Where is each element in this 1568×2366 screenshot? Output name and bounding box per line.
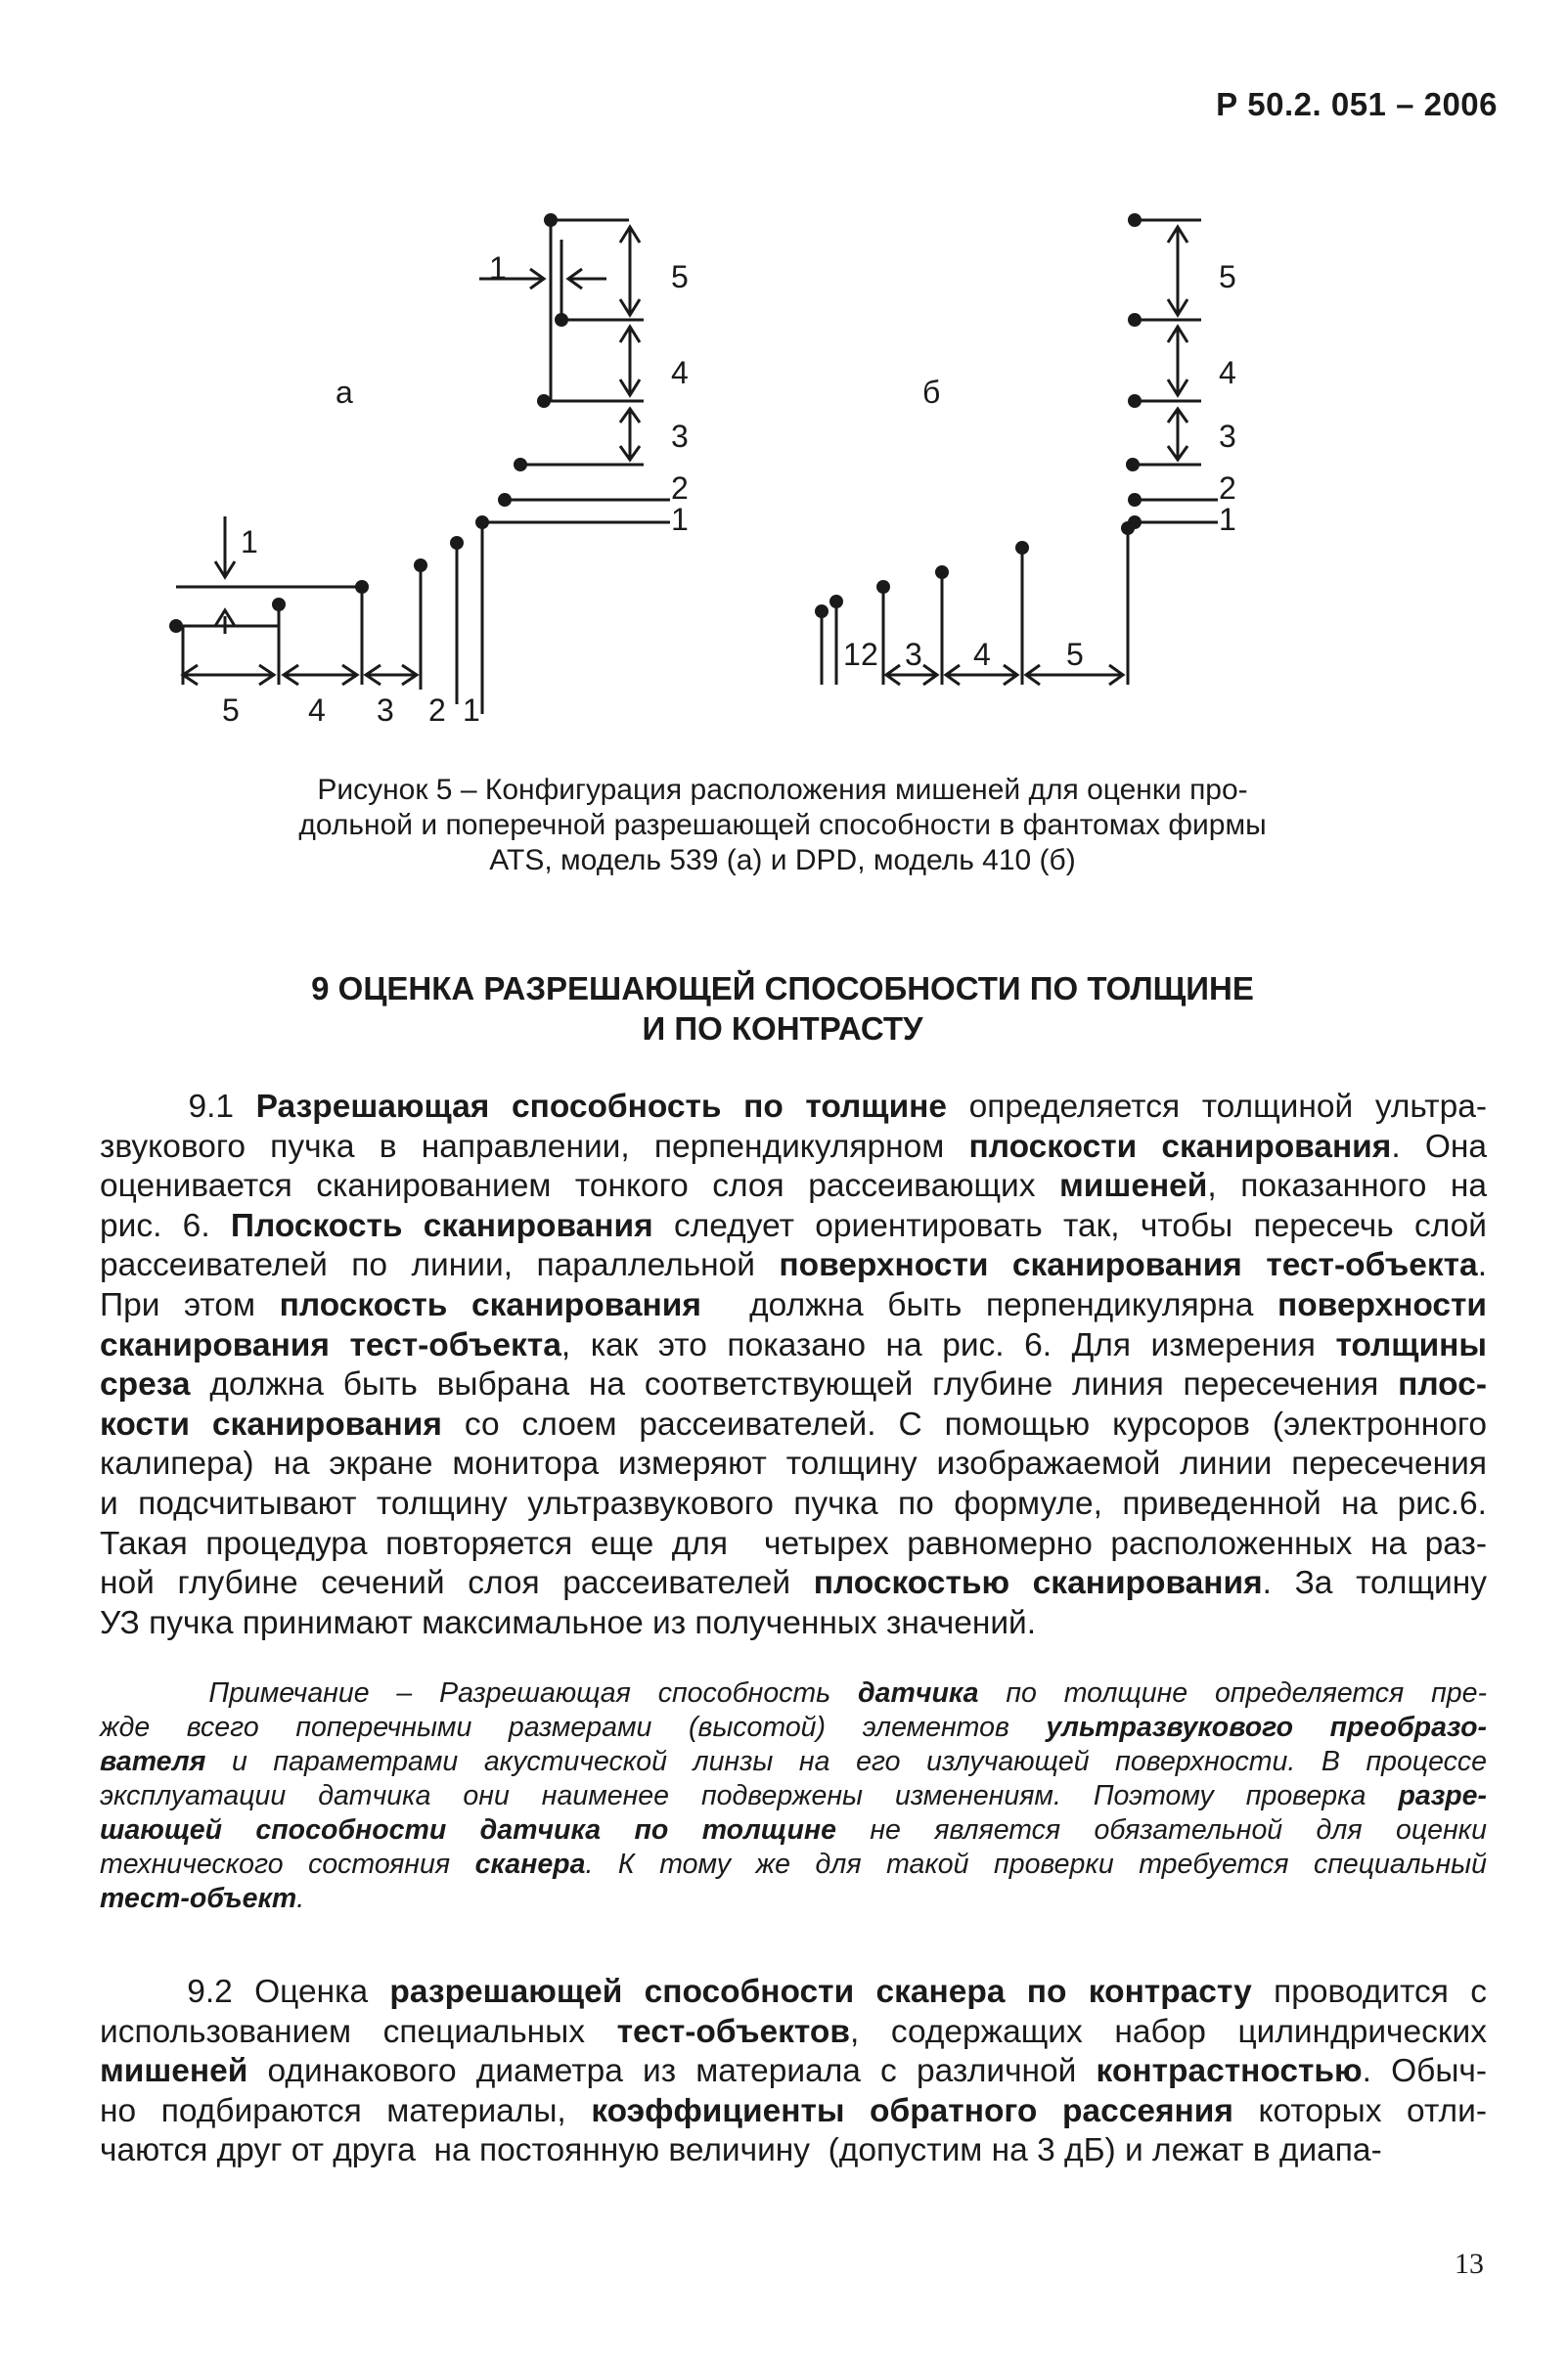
emphasized-term: плоскости сканирования [968,1128,1392,1165]
text-segment: . Обыч- [1362,2053,1487,2090]
text-line [100,1676,1487,1711]
panel-b-label-2: 2 [1219,470,1236,506]
text-line [100,2013,1487,2053]
panel-b-bottom-label-1: 1 [843,637,861,672]
panel-b-letter: б [922,375,941,410]
emphasized-term: разрешающей способности сканера по контрасту [389,1974,1252,2010]
panel-b-bottom-label-5: 5 [1066,637,1084,672]
panel-a-label-5: 5 [671,259,689,294]
emphasized-term: контрастностью [1096,2053,1363,2090]
panel-b-label-4: 4 [1219,355,1236,390]
text-segment: 9.2 Оценка [100,1974,390,2010]
text-segment: калипера) на экране монитора измеряют толщину изображаемой линии пересечения [100,1446,1487,1483]
emphasized-term: шающей способности датчика по толщине [100,1814,836,1846]
panel-b-label-5: 5 [1219,259,1236,294]
text-line [100,1604,1487,1644]
text-line [100,2092,1487,2132]
emphasized-term: кости сканирования [100,1406,442,1443]
emphasized-term: мишеней [100,2053,248,2090]
text-segment: , как это показано на рис. 6. Для измерения [560,1326,1336,1363]
panel-a-top-arrow-label: 1 [489,250,507,286]
page-number: 13 [1455,2248,1484,2280]
panel-b-label-1: 1 [1219,502,1236,537]
text-line [100,1779,1487,1813]
text-segment: должна быть выбрана на соответствующей глубине линия пересечения [190,1366,1399,1404]
text-segment: При этом [100,1286,280,1323]
text-segment: ной глубине сечений слоя рассеивателей [100,1565,814,1602]
panel-a-label-3: 3 [671,419,689,454]
emphasized-term: Разрешающая способность по толщине [255,1089,948,1125]
text-segment: рассеивателей по линии, параллельной [100,1247,780,1284]
emphasized-term: плоскостью сканирования [813,1565,1263,1602]
text-line [100,1128,1487,1168]
figure-caption-line: ATS, модель 539 (а) и DPD, модель 410 (б) [489,844,1076,876]
text-segment: . За толщину [1262,1565,1487,1602]
section-heading-line2: И ПО КОНТРАСТУ [642,1010,923,1047]
emphasized-term: среза [100,1366,191,1404]
panel-b-bottom-label-2: 2 [861,637,878,672]
emphasized-term: Плоскость сканирования [230,1207,653,1244]
text-segment: оценивается сканированием тонкого слоя рассеивающих [100,1168,1060,1205]
text-line [100,1973,1487,2013]
text-segment: следует ориентировать так, чтобы пересечь слой [652,1207,1487,1244]
text-segment: звукового пучка в направлении, перпендикулярном [100,1128,969,1165]
text-line [100,1326,1487,1366]
text-segment: и параметрами акустической линзы на его излучающей поверхности. В процессе [205,1746,1487,1777]
text-line [100,1365,1487,1406]
text-segment: , показанного на [1207,1168,1487,1205]
text-segment: . К тому же для такой проверки требуется специальный [585,1849,1487,1880]
text-segment: не является обязательной для оценки [835,1814,1487,1846]
text-line [100,1246,1487,1286]
figure-caption-line: Рисунок 5 – Конфигурация расположения мишеней для оценки про- [317,774,1248,806]
text-line [100,1167,1487,1207]
panel-a-bottom-label-2: 2 [428,692,446,728]
emphasized-term: поверхности сканирования тест-объекта [779,1247,1478,1284]
text-segment: но подбираются материалы, [100,2092,592,2129]
panel-b-bottom-label-3: 3 [905,637,922,672]
text-segment: должна быть перпендикулярна [700,1286,1277,1323]
panel-a-bottom-label-1: 1 [463,692,480,728]
emphasized-term: ультразвукового преобразо- [1046,1712,1488,1743]
text-segment: одинакового диаметра из материала с различной [247,2053,1097,2090]
document-code: Р 50.2. 051 – 2006 [1216,86,1498,122]
text-line [100,1406,1487,1446]
emphasized-term: тест-объект [100,1883,297,1914]
text-segment: проводится с [1251,1974,1488,2010]
text-segment: определяется толщиной ультра- [947,1089,1487,1125]
text-segment: чаются друг от друга на постоянную величину (допустим на 3 дБ) и лежат в диапа- [100,2132,1382,2169]
panel-b-bottom-label-4: 4 [973,637,991,672]
text-segment: и подсчитывают толщину ультразвукового пучка по формуле, приведенной на рис.6. [100,1485,1487,1522]
text-segment: использованием специальных [100,2013,617,2050]
text-line [100,1286,1487,1326]
text-line [100,1564,1487,1604]
text-segment: со слоем рассеивателей. С помощью курсоров (электронного [441,1406,1487,1443]
figure-target-configuration [0,0,1568,743]
text-segment: технического состояния [100,1849,475,1880]
panel-a-label-4: 4 [671,355,689,390]
text-line [100,1088,1487,1128]
text-line [100,2131,1487,2171]
text-segment: 9.1 [100,1089,256,1125]
panel-a-label-1: 1 [671,502,689,537]
figure-caption-line: дольной и поперечной разрешающей способности в фантомах фирмы [298,809,1267,841]
text-segment: Такая процедура повторяется еще для четырех равномерно расположенных на раз- [100,1525,1487,1562]
text-segment: рис. 6. [100,1207,231,1244]
text-segment: . [1477,1247,1487,1284]
paragraph-9-2 [100,1973,1487,2171]
text-line [100,2052,1487,2092]
emphasized-term: толщины [1335,1326,1488,1363]
emphasized-term: тест-объектов [616,2013,850,2050]
emphasized-term: разре- [1398,1780,1487,1811]
text-line [100,1445,1487,1485]
emphasized-term: плос- [1398,1366,1487,1404]
section-heading [147,968,1418,1049]
text-line [100,1813,1487,1848]
section-heading-line1: 9 ОЦЕНКА РАЗРЕШАЮЩЕЙ СПОСОБНОСТИ ПО ТОЛЩИНЕ [311,970,1254,1006]
text-line [100,1711,1487,1745]
emphasized-term: вателя [100,1746,206,1777]
emphasized-term: мишеней [1059,1168,1208,1205]
panel-a-bottom-label-5: 5 [222,692,240,728]
text-segment: . Она [1391,1128,1488,1165]
text-segment: УЗ пучка принимают максимальное из полученных значений. [100,1604,1037,1641]
panel-b-label-3: 3 [1219,419,1236,454]
text-line [100,1485,1487,1525]
text-segment: жде всего поперечными размерами (высотой) элементов [100,1712,1047,1743]
text-segment: Примечание – Разрешающая способность [100,1677,859,1709]
paragraph-9-1 [100,1088,1487,1643]
emphasized-term: сканера [474,1849,586,1880]
text-line [100,1525,1487,1565]
panel-a-label-2: 2 [671,470,689,506]
panel-a-bottom-label-4: 4 [308,692,326,728]
text-segment: эксплуатации датчика они наименее подвержены изменениям. Поэтому проверка [100,1780,1399,1811]
panel-a-left-arrow-label: 1 [241,524,258,559]
text-segment: , содержащих набор цилиндрических [849,2013,1487,2050]
text-segment: которых отли- [1232,2092,1487,2129]
emphasized-term: датчика [858,1677,979,1709]
text-line [100,1882,1487,1916]
text-segment: по толщине определяется пре- [978,1677,1487,1709]
emphasized-term: сканирования тест-объекта [100,1326,561,1363]
text-segment: . [296,1883,305,1914]
panel-a-letter: а [336,375,353,410]
text-line [100,1207,1487,1247]
figure-caption [176,773,1389,878]
note-paragraph [100,1676,1487,1916]
panel-a-bottom-label-3: 3 [377,692,394,728]
emphasized-term: поверхности [1277,1286,1488,1323]
emphasized-term: плоскость сканирования [279,1286,701,1323]
text-line [100,1848,1487,1882]
emphasized-term: коэффициенты обратного рассеяния [591,2092,1233,2129]
text-line [100,1745,1487,1779]
